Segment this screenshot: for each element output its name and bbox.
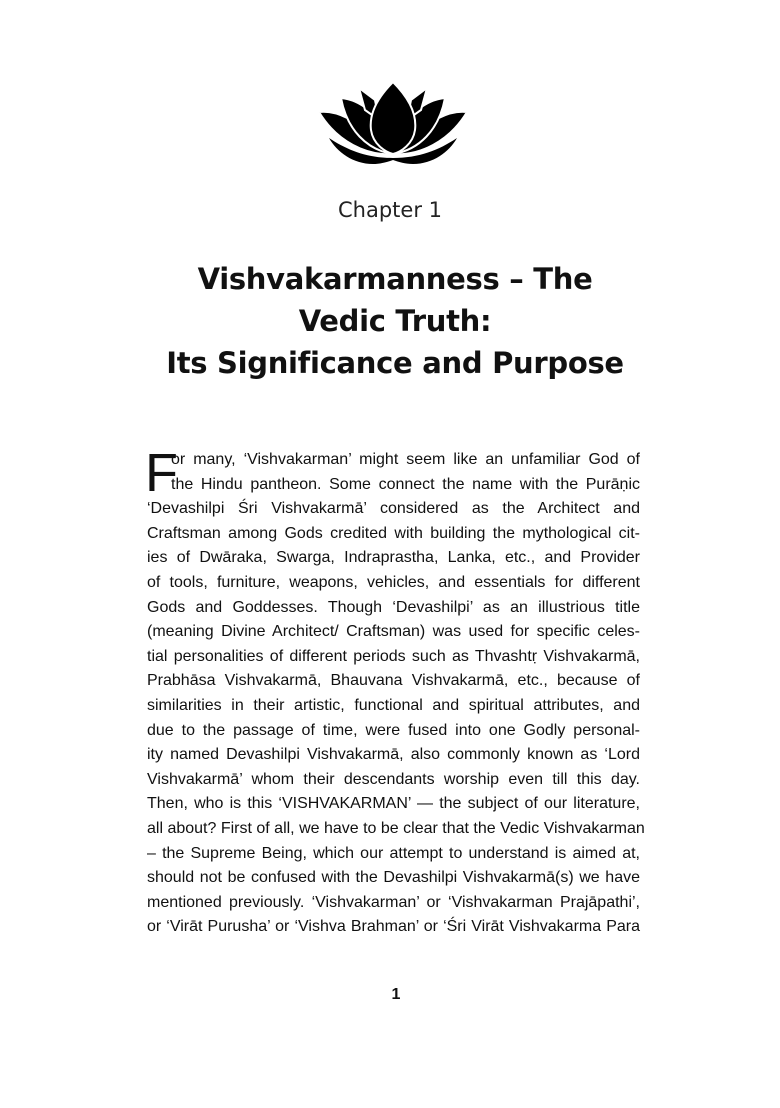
text-line: should not be confused with the Devashilpi Vishvakarmā(s) we have <box>147 869 640 887</box>
text-line: mentioned previously. ‘Vishvakarman’ or ‘Vishvakarman Prajāpathi’, <box>147 893 640 911</box>
text-line: Vishvakarmā’ whom their descendants worship even till this day. <box>147 770 640 788</box>
text-line: or many, ‘Vishvakarman’ might seem like an unfamiliar God of <box>171 451 640 468</box>
text-line: Craftsman among Gods credited with building the mythological cit- <box>147 524 640 542</box>
text-line: (meaning Divine Architect/ Craftsman) was used for specific celes- <box>147 623 640 641</box>
text-line: ‘Devashilpi Śri Vishvakarmā’ considered as the Architect and <box>147 500 640 518</box>
text-line: of tools, furniture, weapons, vehicles, and essentials for different <box>147 573 640 591</box>
drop-cap: F <box>145 443 178 503</box>
text-line: all about? First of all, we have to be clear that the Vedic Vishvakarman <box>147 819 645 837</box>
text-line: due to the passage of time, were fused into one Godly personal- <box>147 721 640 739</box>
text-line: similarities in their artistic, functional and spiritual attributes, and <box>147 696 640 714</box>
text-line: Gods and Goddesses. Though ‘Devashilpi’ as an illustrious title <box>147 598 640 616</box>
text-line: the Hindu pantheon. Some connect the name with the Purāṇic <box>171 475 640 493</box>
text-line: ies of Dwāraka, Swarga, Indraprastha, Lanka, etc., and Provider <box>147 549 640 567</box>
title-line: Vishvakarmanness – The <box>197 262 593 296</box>
text-line: ity named Devashilpi Vishvakarmā, also commonly known as ‘Lord <box>147 746 640 764</box>
page-number: 1 <box>391 986 401 1003</box>
body-paragraph <box>145 443 645 940</box>
title-line: Vedic Truth: <box>298 304 492 338</box>
text-line: Prabhāsa Vishvakarmā, Bhauvana Vishvakarmā, etc., because of <box>147 672 640 690</box>
text-line: or ‘Virāt Purusha’ or ‘Vishva Brahman’ or ‘Śri Virāt Vishvakarma Para <box>147 918 640 936</box>
title-line: Its Significance and Purpose <box>166 346 624 380</box>
text-line: Then, who is this ‘VISHVAKARMAN’ — the subject of our literature, <box>147 795 640 813</box>
chapter-label: Chapter 1 <box>338 198 442 222</box>
lotus-icon <box>317 80 469 168</box>
text-line: tial personalities of different periods such as Thvashtṛ Vishvakarmā, <box>147 647 640 665</box>
chapter-title <box>0 258 780 384</box>
text-line: – the Supreme Being, which our attempt to understand is aimed at, <box>147 844 640 862</box>
